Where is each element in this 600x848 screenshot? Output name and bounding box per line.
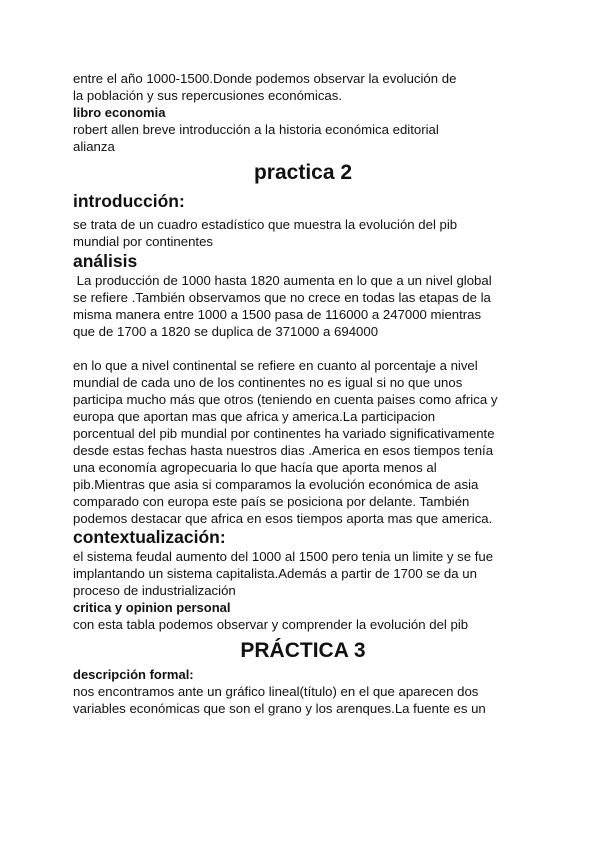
text-line: mundial de cada uno de los continentes no es igual si no que unos [73, 375, 463, 390]
text-line: una economía agropecuaria lo que hacía que aporta menos al [73, 460, 437, 475]
text-line: proceso de industrialización [73, 583, 236, 598]
text-line: entre el año 1000-1500.Donde podemos observar la evolución de [73, 71, 457, 86]
text-line: se refiere .También observamos que no crece en todas las etapas de la [73, 290, 491, 305]
libro-heading: libro economia [73, 105, 166, 120]
text-line: comparado con europa este país se posiciona por delante. También [73, 494, 470, 509]
paragraph-spacer [73, 340, 533, 357]
critica-paragraph [73, 616, 533, 633]
page-content [73, 70, 533, 717]
text-line: europa que aportan mas que africa y america.La participacion [73, 409, 436, 424]
practica-2-title: practica 2 [253, 161, 353, 184]
text-line: robert allen breve introducción a la historia económica editorial [73, 122, 439, 137]
text-line: nos encontramos ante un gráfico lineal(título) en el que aparecen dos [73, 684, 479, 699]
text-line: implantando un sistema capitalista.Además a partir de 1700 se da un [73, 566, 477, 581]
text-line: el sistema feudal aumento del 1000 al 1500 pero tenia un limite y se fue [73, 549, 494, 564]
descripcion-paragraph [73, 683, 533, 717]
contextualizacion-paragraph [73, 548, 533, 599]
text-line: en lo que a nivel continental se refiere en cuanto al porcentaje a nivel [73, 358, 478, 373]
text-line: desde estas fechas hasta nuestros dias .America en esos tiempos tenía [73, 443, 494, 458]
text-line: variables económicas que son el grano y los arenques.La fuente es un [73, 701, 486, 716]
text-line: la población y sus repercusiones económicas. [73, 88, 343, 103]
critica-heading: critica y opinion personal [73, 600, 231, 615]
text-line: mundial por continentes [73, 234, 214, 249]
text-line: misma manera entre 1000 a 1500 pasa de 116000 a 247000 mientras [73, 307, 482, 322]
text-line: alianza [73, 139, 115, 154]
introduccion-paragraph [73, 216, 533, 250]
text-line: participa mucho más que otros (teniendo en cuenta paises como africa y [73, 392, 498, 407]
text-line: pib.Mientras que asia si comparamos la evolución económica de asia [73, 477, 479, 492]
analisis-heading: análisis [73, 251, 138, 271]
text-line: podemos destacar que africa en esos tiempos aporta mas que america. [73, 511, 493, 526]
libro-reference [73, 121, 533, 155]
descripcion-heading: descripción formal: [73, 667, 194, 682]
contextualizacion-heading: contextualización: [73, 527, 226, 547]
introduccion-heading: introducción: [73, 191, 185, 211]
text-line: que de 1700 a 1820 se duplica de 371000 a 694000 [73, 324, 379, 339]
continuation-paragraph [73, 70, 533, 104]
practica-3-title: PRÁCTICA 3 [240, 639, 366, 662]
text-line: se trata de un cuadro estadístico que muestra la evolución del pib [73, 217, 458, 232]
text-line: porcentual del pib mundial por continentes ha variado significativamente [73, 426, 495, 441]
analisis-paragraph-2 [73, 357, 533, 527]
text-line: con esta tabla podemos observar y comprender la evolución del pib [73, 617, 469, 632]
analisis-paragraph-1 [73, 272, 533, 340]
text-line: La producción de 1000 hasta 1820 aumenta en lo que a un nivel global [73, 273, 492, 288]
